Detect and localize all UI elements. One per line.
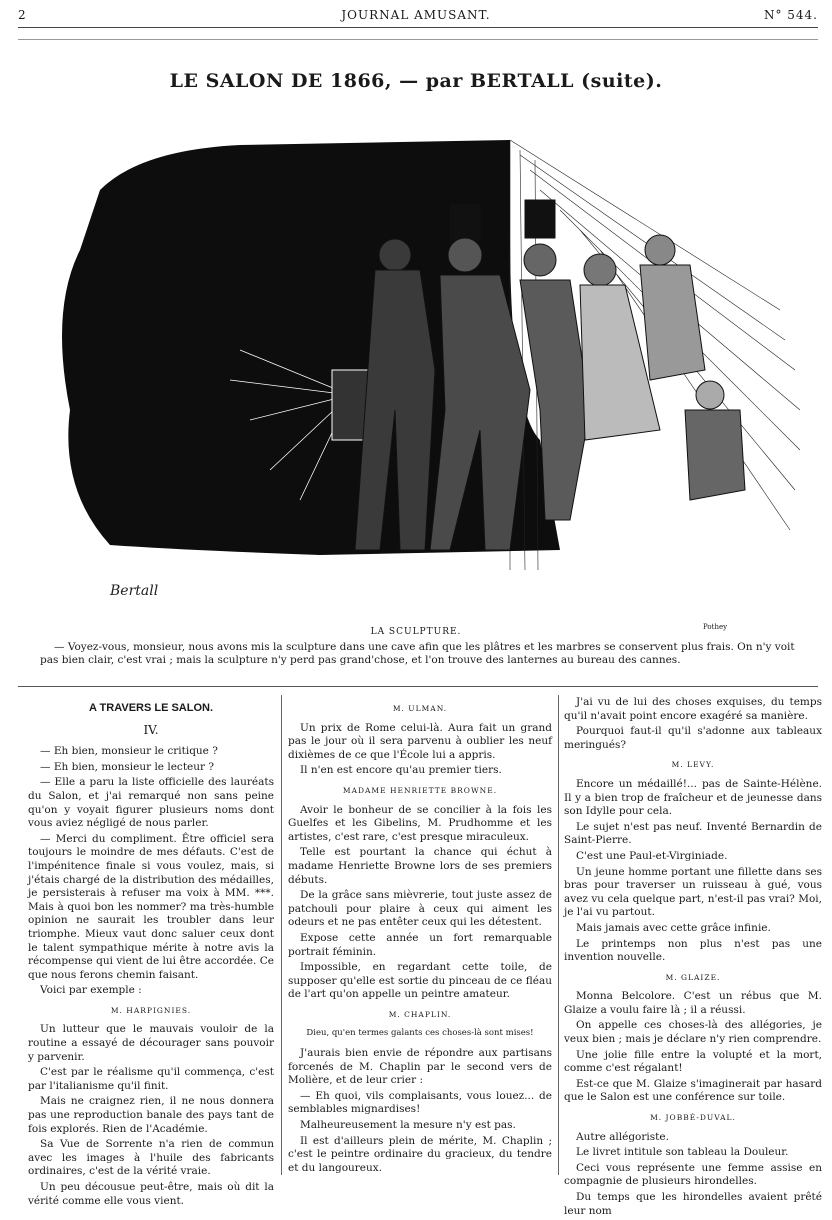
paragraph: Autre allégoriste. — [576, 1130, 669, 1143]
paragraph: Expose cette année un fort remarquable portrait féminin. — [288, 931, 552, 958]
epigraph: Dieu, qu'en termes galants ces choses-là sont mises! — [306, 1028, 534, 1039]
artist-heading: M. ULMAN. — [392, 704, 448, 713]
page-number: 2 — [18, 8, 27, 22]
paragraph: Pourquoi faut-il qu'il s'adonne aux tableaux meringués? — [564, 725, 822, 751]
paragraph: Il est d'ailleurs plein de mérite, M. Chaplin ; c'est le peintre ordinaire du gracieux, du tendre et du langoureux. — [288, 1134, 552, 1174]
paragraph: — Eh bien, monsieur le lecteur ? — [40, 760, 214, 773]
paragraph: — Eh quoi, vils complaisants, vous louez... de semblables mignardises! — [288, 1089, 552, 1116]
paragraph: Mais jamais avec cette grâce infinie. — [576, 921, 771, 934]
paragraph: Voici par exemple : — [40, 984, 142, 997]
paragraph: — Merci du compliment. Être officiel sera toujours le moindre de mes défauts. C'est de l'impénitence finale si vous voulez, mais, si j'étais chargé de la distribution des médailles, je persisterais à refuser ma voix à MM. ***. Mais à quoi bon les nommer? ma très-humble opinion ne saurait les troubler dans leur triomphe. Mieux vaut donc saluer ceux dont le talent sympathique mérite à notre avis la récompense qui vient de lui être accordée. Ce que nous ferons chemin faisant. — [28, 832, 274, 981]
section-heading: A TRAVERS LE SALON. — [88, 702, 214, 714]
paragraph: — Eh bien, monsieur le critique ? — [40, 745, 218, 758]
paragraph: Il n'en est encore qu'au premier tiers. — [300, 764, 502, 777]
paragraph: On appelle ces choses-là des allégories, je veux bien ; mais je déclare n'y rien comprendre. — [564, 1019, 822, 1046]
paragraph: Impossible, en regardant cette toile, de supposer qu'elle est sortie du pinceau de ce fléau de l'art qu'on appelle un peintre amateur. — [288, 961, 552, 1001]
paragraph: Un prix de Rome celui-là. Aura fait un grand pas le jour où il sera parvenu à oublier les neuf dixièmes de ce que l'École lui a appris. — [288, 721, 552, 761]
column-1 — [28, 696, 274, 1210]
paragraph: Telle est pourtant la chance qui échut à madame Henriette Browne lors de ses premiers débuts. — [288, 846, 552, 886]
paragraph: Est-ce que M. Glaize s'imaginerait par hasard que le Salon est une conférence sur toile. — [564, 1077, 822, 1104]
paragraph: Malheureusement la mesure n'y est pas. — [300, 1119, 516, 1132]
paragraph: Avoir le bonheur de se concilier à la fois les Guelfes et les Gibelins, M. Prudhomme et les artistes, c'est rare, c'est presque miraculeux. — [288, 803, 552, 843]
artist-heading: M. HARPIGNIES. — [110, 1005, 192, 1015]
header-rule — [18, 27, 818, 28]
paragraph: Du temps que les hirondelles avaient prêté leur nom — [564, 1191, 822, 1217]
paragraph: Monna Belcolore. C'est un rébus que M. Glaize a voulu faire là ; il a réussi. — [564, 990, 822, 1016]
caption-title: LA SCULPTURE. — [370, 627, 462, 637]
column-2 — [288, 696, 552, 1177]
paragraph: J'aurais bien envie de répondre aux partisans forcenés de M. Chaplin par le second vers de Molière, et de leur crier : — [288, 1047, 552, 1087]
artist-heading: M. CHAPLIN. — [388, 1009, 452, 1019]
artist-heading: M. JOBBÉ-DUVAL. — [650, 1113, 736, 1123]
issue-number: N° 544. — [763, 8, 818, 22]
artist-heading: M. LEVY. — [671, 760, 715, 770]
section-rule — [18, 686, 818, 687]
artist-heading: MADAME HENRIETTE BROWNE. — [342, 785, 498, 795]
paragraph: Mais ne craignez rien, il ne nous donnera pas une reproduction banale des pays tant de fois explorés. Rien de l'Académie. — [28, 1095, 274, 1135]
paragraph: Le printemps non plus n'est pas une invention nouvelle. — [564, 937, 822, 964]
artist-heading: M. GLAIZE. — [665, 972, 721, 982]
paragraph: — Elle a paru la liste officielle des lauréats du Salon, et j'ai remarqué non sans peine qu'on y voyait figurer plusieurs noms dont vous aviez négligé de nous parler. — [28, 776, 274, 830]
journal-title: JOURNAL AMUSANT. — [341, 8, 491, 22]
paragraph: Une jolie fille entre la volupté et la mort, comme c'est régalant! — [564, 1048, 822, 1075]
paragraph: De la grâce sans mièvrerie, tout juste assez de patchouli pour plaire à ceux qui aiment les odeurs et ne pas entêter ceux qui les détestent. — [288, 889, 552, 929]
paragraph: Un peu décousue peut-être, mais où dit la vérité comme elle vous vient. — [28, 1181, 274, 1207]
column-divider — [281, 695, 282, 1175]
section-number: IV. — [143, 722, 159, 737]
paragraph: Un jeune homme portant une fillette dans ses bras pour traverser un ruisseau à gué, vous avez vu cela quelque part, n'est-il pas vrai? Moi, je l'ai vu partout. — [564, 865, 822, 919]
paragraph: Le livret intitule son tableau la Douleur. — [576, 1146, 789, 1159]
paragraph: Ceci vous représente une femme assise en compagnie de plusieurs hirondelles. — [564, 1161, 822, 1188]
paragraph: Encore un médaillé!... pas de Sainte-Hélène. Il y a bien trop de fraîcheur et de jeunesse dans son Idylle pour cela. — [564, 777, 822, 818]
article-title: LE SALON DE 1866, — par BERTALL (suite). — [169, 70, 663, 92]
paragraph: Sa Vue de Sorrente n'a rien de commun avec les images à l'huile des fabricants ordinaires, c'est de la vérité vraie. — [28, 1138, 274, 1178]
paragraph: Le sujet n'est pas neuf. Inventé Bernardin de Saint-Pierre. — [564, 820, 822, 847]
sculpture-cave-engraving — [40, 110, 805, 610]
paragraph: Un lutteur que le mauvais vouloir de la routine a essayé de décourager sans pouvoir y parvenir. — [28, 1023, 274, 1063]
header-rule-thin — [18, 39, 818, 40]
column-3 — [564, 696, 822, 1220]
paragraph: C'est une Paul-et-Virginiade. — [576, 849, 728, 862]
artist-signature: Bertall — [110, 583, 159, 599]
engraver-mark: Pothey — [703, 623, 728, 631]
column-divider — [558, 695, 559, 1175]
paragraph: J'ai vu de lui des choses exquises, du temps qu'il n'avait point encore exagéré sa manière. — [564, 696, 822, 722]
caption-text: — Voyez-vous, monsieur, nous avons mis la sculpture dans une cave afin que les plâtres et les marbres se conservent plus frais. On n'y voit pas bien clair, c'est vrai ; mais la sculpture n'y perd pas grand'chose, et l'on trouve des lanternes au bureau des cannes. — [40, 641, 795, 666]
paragraph: C'est par le réalisme qu'il commença, c'est par l'italianisme qu'il finit. — [28, 1066, 274, 1092]
